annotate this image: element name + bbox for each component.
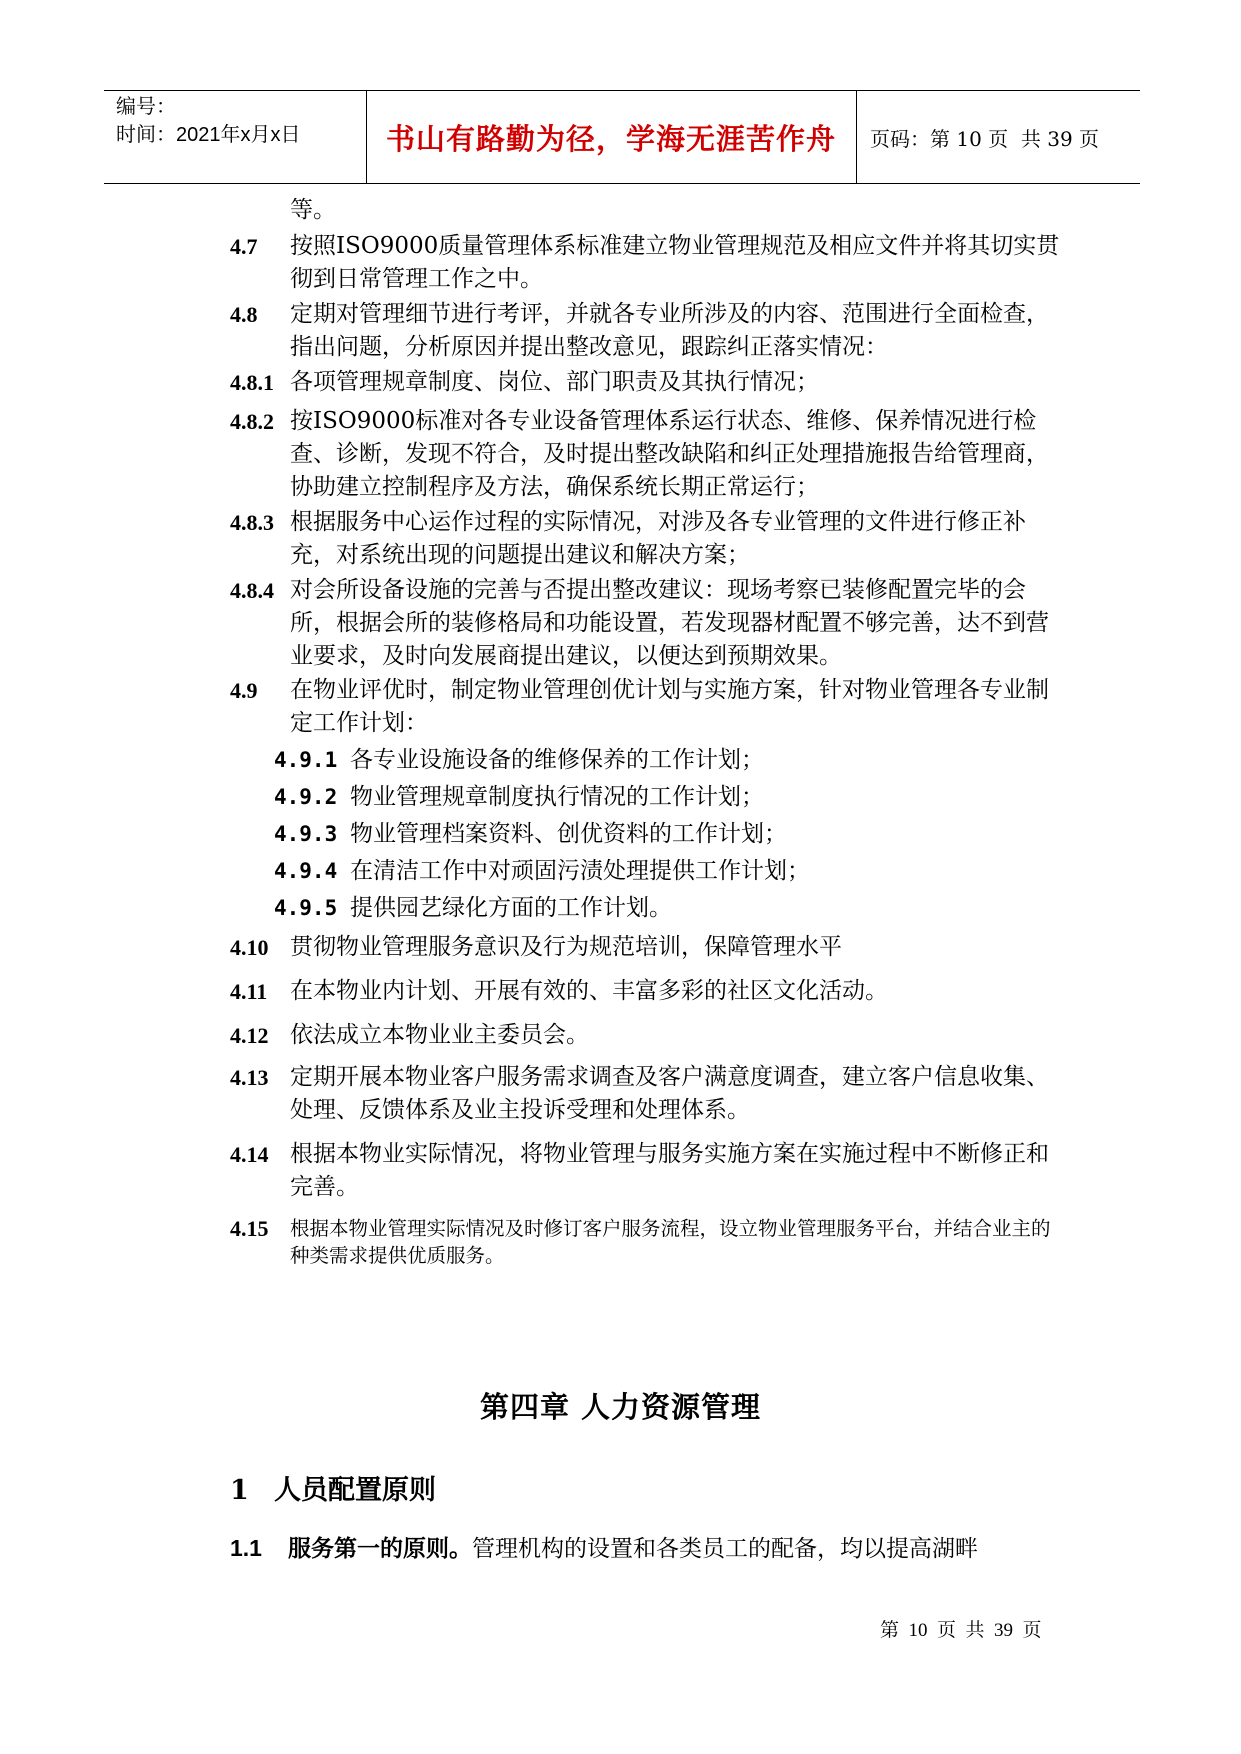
sub-item [274,818,1054,851]
sub-item-text: 物业管理规章制度执行情况的工作计划； [350,784,764,810]
sub-item [274,781,1054,814]
paragraph [230,230,1060,296]
paragraph-text: 对会所设备设施的完善与否提出整改建议：现场考察已装修配置完毕的会所，根据会所的装修格局和功能设置，若发现器材配置不够完善，达不到营业要求，及时向发展商提出建议，以便达到预期效果。 [290,577,1049,669]
sub-item [274,855,1054,888]
paragraph-text: 在物业评优时，制定物业管理创优计划与实施方案，针对物业管理各专业制定工作计划： [290,677,1049,736]
paragraph-number: 4.13 [230,1065,269,1090]
chapter-title: 第四章 人力资源管理 [479,1390,762,1424]
header-motto: 书山有路勤为径，学海无涯苦作舟 [385,121,836,156]
paragraph-number: 4.11 [230,979,268,1004]
sub-item [274,892,1054,925]
sub-item-number: 4.9.1 [274,748,338,772]
paragraph [230,506,1060,572]
paragraph [230,366,1060,399]
paragraph [230,1019,1060,1052]
paragraph [230,1138,1060,1204]
paragraph [230,1061,1060,1127]
paragraph-text: 按照ISO9000质量管理体系标准建立物业管理规范及相应文件并将其切实贯彻到日常管理工作之中。 [290,233,1060,292]
paragraph-text: 定期开展本物业客户服务需求调查及客户满意度调查，建立客户信息收集、处理、反馈体系及业主投诉受理和处理体系。 [290,1064,1049,1123]
paragraph-text: 依法成立本物业业主委员会。 [290,1022,589,1048]
paragraph-text: 定期对管理细节进行考评，并就各专业所涉及的内容、范围进行全面检查，指出问题，分析原因并提出整改意见，跟踪纠正落实情况： [290,301,1049,360]
sub-item-text: 在清洁工作中对顽固污渍处理提供工作计划； [350,858,810,884]
paragraph-bold-lead: 服务第一的原则。 [288,1535,472,1562]
sub-item-number: 4.9.2 [274,785,338,809]
paragraph [230,405,1060,504]
paragraph [230,931,1060,964]
page-footer: 第 10 页 共 39 页 [880,1620,1042,1641]
paragraph-number: 4.8.4 [230,578,274,603]
paragraph-number: 4.15 [230,1216,269,1241]
paragraph-number: 4.8 [230,302,258,327]
paragraph [230,1215,1060,1269]
paragraph-text: 贯彻物业管理服务意识及行为规范培训，保障管理水平 [290,934,842,960]
sub-item-number: 4.9.3 [274,822,338,846]
sub-item-text: 提供园艺绿化方面的工作计划。 [350,895,672,921]
paragraph-number: 1.1 [230,1535,262,1561]
document-time-label: 时间：2021年x月x日 [116,124,301,146]
paragraph-number: 4.10 [230,935,269,960]
paragraph [230,674,1060,740]
paragraph-number: 4.14 [230,1142,269,1167]
paragraph-number: 4.8.1 [230,370,274,395]
paragraph-number: 4.9 [230,678,258,703]
sub-item-number: 4.9.4 [274,859,338,883]
sub-item-text: 各专业设施设备的维修保养的工作计划； [350,747,764,773]
paragraph-number: 4.8.2 [230,409,274,434]
paragraph-text: 各项管理规章制度、岗位、部门职责及其执行情况； [290,369,819,395]
paragraph-text: 按ISO9000标准对各专业设备管理体系运行状态、维修、保养情况进行检查、诊断，发现不符合，及时提出整改缺陷和纠正处理措施报告给管理商，协助建立控制程序及方法，确保系统长期正常运行； [290,408,1049,500]
paragraph [230,194,1060,227]
paragraph [230,574,1060,673]
paragraph-text: 根据本物业管理实际情况及时修订客户服务流程，设立物业管理服务平台，并结合业主的种类需求提供优质服务。 [290,1217,1051,1267]
paragraph [230,298,1060,364]
paragraph-number: 4.8.3 [230,510,274,535]
sub-item [274,744,1054,777]
paragraph-number: 4.12 [230,1023,269,1048]
section-heading [230,1468,436,1507]
paragraph-number: 4.7 [230,234,258,259]
section-number: 1 [230,1475,249,1506]
paragraph-text: 等。 [290,197,336,223]
page-info-text: 页码：第 10 页 共 39 页 [870,126,1100,151]
document-number-label: 编号： [116,96,176,118]
section-title: 人员配置原则 [274,1475,436,1506]
sub-item-number: 4.9.5 [274,896,338,920]
paragraph-text: 根据本物业实际情况，将物业管理与服务实施方案在实施过程中不断修正和完善。 [290,1141,1049,1200]
paragraph-text: 管理机构的设置和各类员工的配备，均以提高湖畔 [472,1536,978,1562]
sub-item-text: 物业管理档案资料、创优资料的工作计划； [350,821,787,847]
paragraph-text: 在本物业内计划、开展有效的、丰富多彩的社区文化活动。 [290,978,888,1004]
paragraph [230,1530,978,1563]
paragraph-text: 根据服务中心运作过程的实际情况，对涉及各专业管理的文件进行修正补充，对系统出现的问题提出建议和解决方案； [290,509,1026,568]
paragraph [230,975,1060,1008]
